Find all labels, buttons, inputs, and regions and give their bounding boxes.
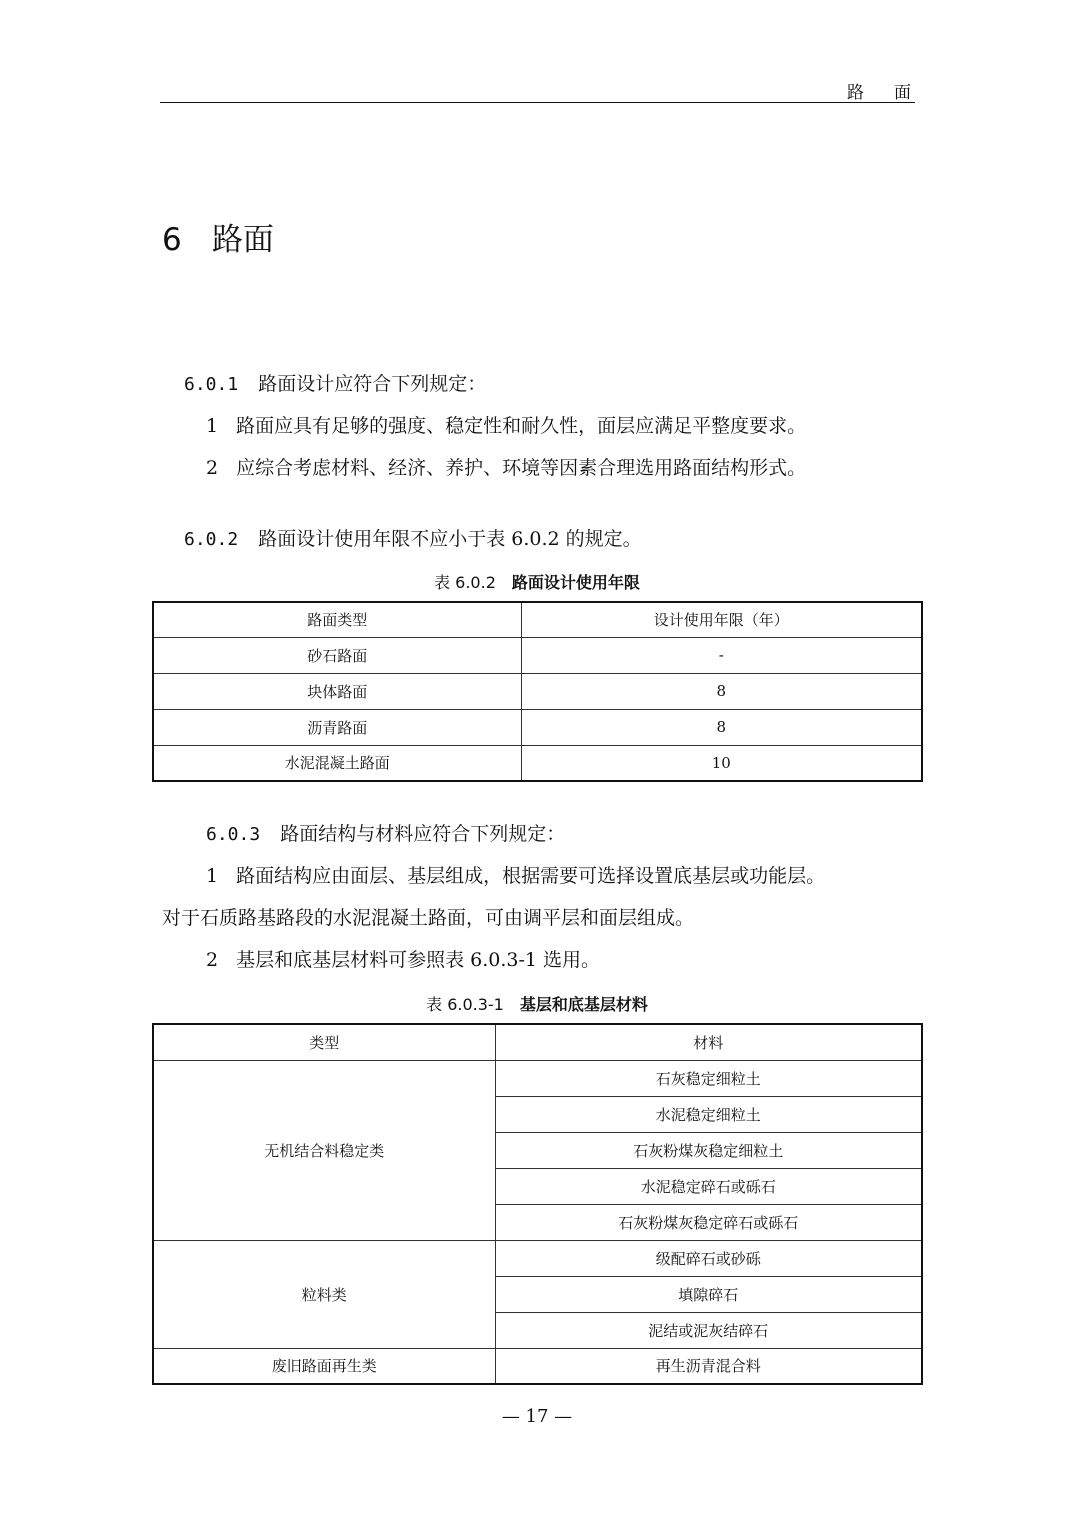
- item-text: 路面结构应由面层、基层组成，根据需要可选择设置底基层或功能层。: [236, 865, 826, 887]
- item-text: 路面应具有足够的强度、稳定性和耐久性，面层应满足平整度要求。: [236, 415, 807, 437]
- clause-6-0-1-item-1: [206, 412, 806, 440]
- table-cell: 8: [521, 709, 922, 745]
- item-number: 2: [206, 457, 219, 479]
- table-cell: 8: [521, 673, 922, 709]
- clause-6-0-1: [184, 370, 486, 399]
- table-6-0-2-caption: [0, 570, 1074, 593]
- table-row: [153, 673, 922, 709]
- header-cell: 类型: [153, 1024, 495, 1060]
- running-header: [160, 78, 915, 103]
- chapter-title: [162, 214, 274, 259]
- clause-6-0-3-item-2: [206, 946, 600, 974]
- table-row: [153, 1240, 922, 1276]
- table-header-row: [153, 1024, 922, 1060]
- chapter-number: 6: [162, 222, 182, 258]
- table-row: [153, 745, 922, 781]
- table-6-0-2: [152, 601, 923, 782]
- material-cell: 石灰粉煤灰稳定细粒土: [495, 1132, 922, 1168]
- caption-title: 基层和底基层材料: [519, 995, 648, 1014]
- type-cell: 废旧路面再生类: [153, 1348, 495, 1384]
- table-cell: 10: [521, 745, 922, 781]
- material-cell: 级配碎石或砂砾: [495, 1240, 922, 1276]
- item-number: 1: [206, 865, 219, 887]
- material-cell: 水泥稳定碎石或砾石: [495, 1168, 922, 1204]
- material-cell: 泥结或泥灰结碎石: [495, 1312, 922, 1348]
- table-row: [153, 1060, 922, 1096]
- caption-title: 路面设计使用年限: [511, 573, 640, 592]
- item-text: 应综合考虑材料、经济、养护、环境等因素合理选用路面结构形式。: [236, 457, 807, 479]
- material-cell: 再生沥青混合料: [495, 1348, 922, 1384]
- table-row: [153, 1348, 922, 1384]
- table-cell: 砂石路面: [153, 637, 521, 673]
- clause-6-0-1-item-2: [206, 454, 806, 482]
- clause-text: 路面设计使用年限不应小于表 6.0.2 的规定。: [258, 528, 642, 550]
- running-header-title: 路 面: [847, 83, 913, 103]
- item-number: 1: [206, 415, 219, 437]
- header-cell: 材料: [495, 1024, 922, 1060]
- item-number: 2: [206, 949, 219, 971]
- material-cell: 石灰稳定细粒土: [495, 1060, 922, 1096]
- material-cell: 石灰粉煤灰稳定碎石或砾石: [495, 1204, 922, 1240]
- clause-number: 6.0.3: [206, 824, 261, 845]
- item-text: 对于石质路基路段的水泥混凝土路面，可由调平层和面层组成。: [162, 907, 695, 929]
- clause-6-0-2: [184, 525, 642, 554]
- clause-text: 路面设计应符合下列规定：: [258, 373, 487, 395]
- item-text: 基层和底基层材料可参照表 6.0.3-1 选用。: [236, 949, 601, 971]
- clause-number: 6.0.1: [184, 374, 239, 395]
- material-cell: 填隙碎石: [495, 1276, 922, 1312]
- clause-text: 路面结构与材料应符合下列规定：: [280, 823, 566, 845]
- table-row: [153, 709, 922, 745]
- table-header-row: [153, 602, 922, 637]
- type-cell: 粒料类: [153, 1240, 495, 1348]
- header-cell: 路面类型: [153, 602, 521, 637]
- chapter-title-text: 路面: [212, 222, 274, 258]
- caption-number: 表 6.0.3-1: [426, 995, 504, 1014]
- clause-number: 6.0.2: [184, 529, 239, 550]
- type-cell: 无机结合料稳定类: [153, 1060, 495, 1240]
- table-6-0-3-1: [152, 1023, 923, 1385]
- table-6-0-3-1-caption: [0, 992, 1074, 1015]
- page-number: — 17 —: [501, 1406, 573, 1427]
- header-cell: 设计使用年限（年）: [521, 602, 922, 637]
- table-cell: 块体路面: [153, 673, 521, 709]
- table-cell: -: [521, 637, 922, 673]
- clause-6-0-3-item-1: [206, 862, 825, 890]
- clause-6-0-3: [206, 820, 565, 849]
- caption-number: 表 6.0.2: [434, 573, 496, 592]
- table-cell: 水泥混凝土路面: [153, 745, 521, 781]
- clause-6-0-3-item-1-continued: [162, 904, 694, 932]
- material-cell: 水泥稳定细粒土: [495, 1096, 922, 1132]
- table-row: [153, 637, 922, 673]
- table-cell: 沥青路面: [153, 709, 521, 745]
